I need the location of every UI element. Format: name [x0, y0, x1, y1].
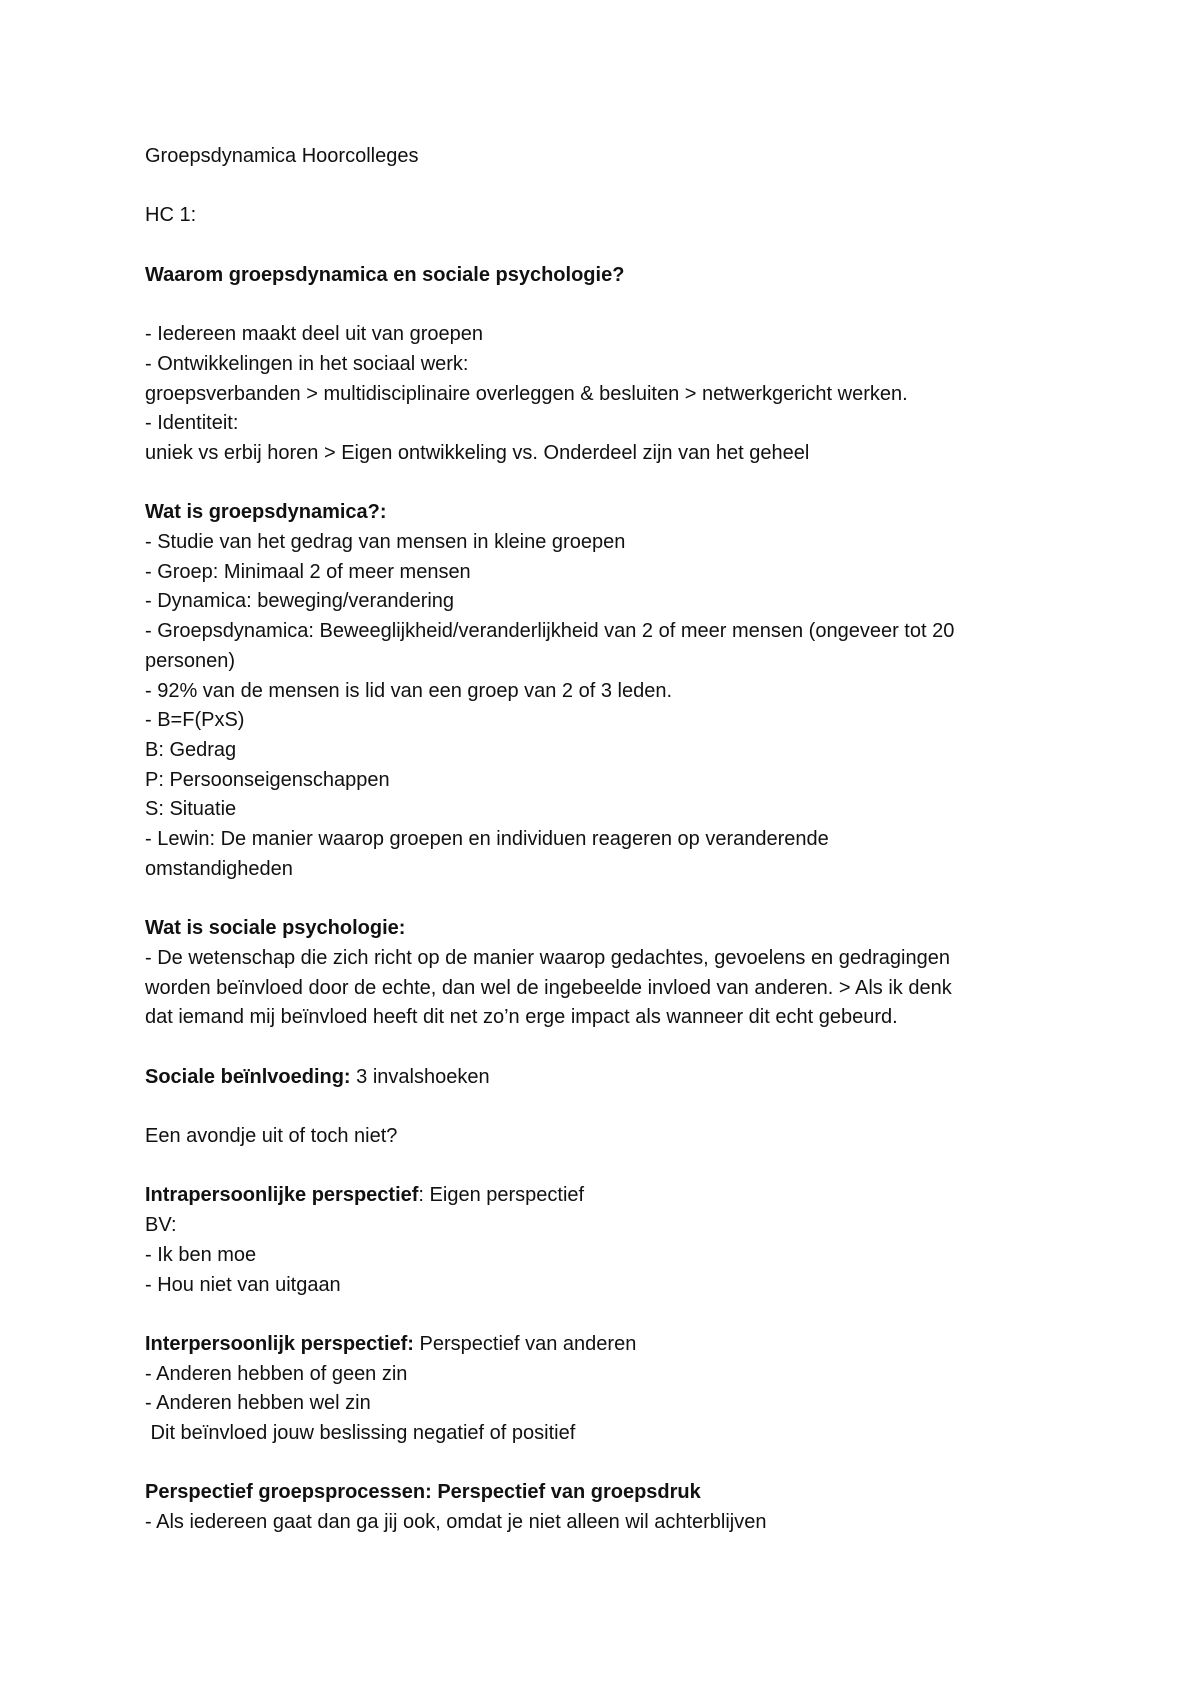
- text-line: omstandigheden: [145, 857, 293, 880]
- spacer: [145, 1152, 1105, 1182]
- text-line: Dit beïnvloed jouw beslissing negatief of positief: [145, 1422, 576, 1445]
- text-line: uniek vs erbij horen > Eigen ontwikkeling vs. Onderdeel zijn van het geheel: [145, 441, 810, 464]
- text-line: personen): [145, 649, 236, 672]
- text-line: - Dynamica: beweging/verandering: [145, 590, 455, 613]
- text-line: - Ik ben moe: [145, 1243, 257, 1266]
- spacer: [145, 1092, 1105, 1122]
- lecture-label: HC 1:: [145, 204, 197, 227]
- text-line: - Identiteit:: [145, 412, 239, 435]
- text-line: - B=F(PxS): [145, 709, 245, 732]
- text-line: worden beïnvloed door de echte, dan wel de ingebeelde invloed van anderen. > Als ik denk: [145, 976, 952, 999]
- text-line: groepsverbanden > multidisciplinaire overleggen & besluiten > netwerkgericht werken.: [145, 382, 908, 405]
- text-span: Perspectief van anderen: [413, 1332, 637, 1355]
- section-heading-waarom: Waarom groepsdynamica en sociale psychologie?: [145, 263, 625, 286]
- spacer: [145, 1300, 1105, 1330]
- text-line: Een avondje uit of toch niet?: [145, 1125, 398, 1148]
- section-heading-groepsdynamica: Wat is groepsdynamica?:: [145, 501, 387, 524]
- text-line: - Anderen hebben wel zin: [145, 1392, 371, 1415]
- section-heading-interpersoonlijk: Interpersoonlijk perspectief:: [145, 1332, 414, 1355]
- text-line: - Lewin: De manier waarop groepen en individuen reageren op veranderende: [145, 828, 829, 851]
- text-line: P: Persoonseigenschappen: [145, 768, 390, 791]
- spacer: [145, 469, 1105, 499]
- intrapersoonlijk-line: [145, 1181, 1105, 1211]
- text-line: - Iedereen maakt deel uit van groepen: [145, 323, 483, 346]
- text-line: - Als iedereen gaat dan ga jij ook, omdat je niet alleen wil achterblijven: [145, 1511, 767, 1534]
- text-line: - Hou niet van uitgaan: [145, 1273, 341, 1296]
- text-line: - Groepsdynamica: Beweeglijkheid/veranderlijkheid van 2 of meer mensen (ongeveer tot 20: [145, 620, 955, 643]
- text-line: - De wetenschap die zich richt op de manier waarop gedachtes, gevoelens en gedragingen: [145, 946, 950, 969]
- text-line: S: Situatie: [145, 798, 237, 821]
- spacer: [145, 231, 1105, 261]
- spacer: [145, 172, 1105, 202]
- document-title: Groepsdynamica Hoorcolleges: [145, 145, 419, 167]
- text-line: - Ontwikkelingen in het sociaal werk:: [145, 352, 469, 375]
- spacer: [145, 885, 1105, 915]
- section-heading-intrapersoonlijk: Intrapersoonlijke perspectief: [145, 1184, 419, 1207]
- text-line: B: Gedrag: [145, 739, 237, 761]
- section-heading-sociale-beinvloeding: Sociale beïnlvoeding:: [145, 1065, 351, 1088]
- text-line: - Studie van het gedrag van mensen in kleine groepen: [145, 531, 626, 554]
- text-line: - 92% van de mensen is lid van een groep van 2 of 3 leden.: [145, 679, 673, 702]
- interpersoonlijk-line: [145, 1330, 1105, 1360]
- section-heading-sociale-psychologie: Wat is sociale psychologie:: [145, 917, 406, 940]
- spacer: [145, 1033, 1105, 1063]
- sociale-beinvloeding-line: [145, 1063, 1105, 1093]
- text-line: - Anderen hebben of geen zin: [145, 1362, 408, 1385]
- spacer: [145, 1449, 1105, 1479]
- text-line: BV:: [145, 1214, 177, 1237]
- text-span: 3 invalshoeken: [350, 1065, 490, 1088]
- text-span: : Eigen perspectief: [418, 1184, 585, 1207]
- text-line: - Groep: Minimaal 2 of meer mensen: [145, 560, 471, 583]
- document-page: [145, 142, 1105, 1538]
- text-line: dat iemand mij beïnvloed heeft dit net zo’n erge impact als wanneer dit echt gebeurd.: [145, 1006, 898, 1029]
- section-heading-groepsprocessen: Perspectief groepsprocessen: Perspectief van groepsdruk: [145, 1481, 701, 1504]
- spacer: [145, 290, 1105, 320]
